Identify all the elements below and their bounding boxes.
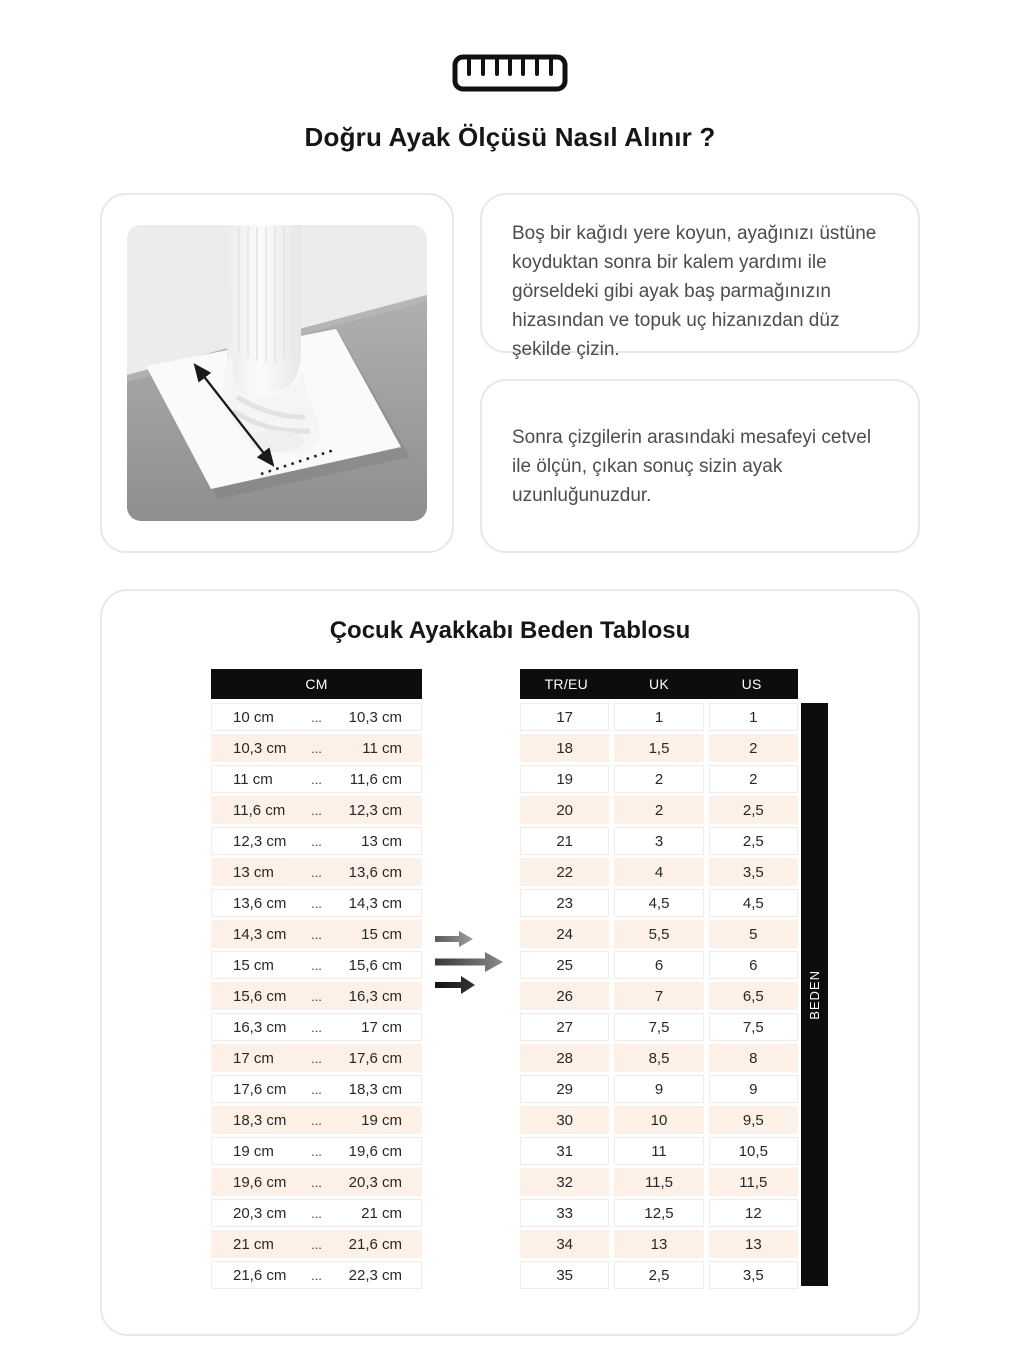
cm-to-value: 12,3 cm — [348, 801, 402, 819]
range-dots: ... — [311, 1112, 322, 1128]
uk-value: 8,5 — [614, 1044, 703, 1072]
cm-table-row — [211, 796, 422, 824]
cm-table-row — [211, 951, 422, 979]
tr-eu-value: 31 — [520, 1137, 609, 1165]
us-value: 2 — [709, 734, 798, 762]
size-table-row — [520, 1075, 798, 1103]
range-dots: ... — [311, 1143, 322, 1159]
tr-eu-value: 20 — [520, 796, 609, 824]
cm-table-row — [211, 889, 422, 917]
tr-eu-value: 32 — [520, 1168, 609, 1196]
range-dots: ... — [311, 740, 322, 756]
tr-eu-value: 24 — [520, 920, 609, 948]
cm-table-body — [211, 703, 422, 1289]
beden-side-bar — [801, 703, 828, 1286]
beden-label: BEDEN — [807, 969, 822, 1020]
us-value: 3,5 — [709, 858, 798, 886]
us-value: 6,5 — [709, 982, 798, 1010]
page-title: Doğru Ayak Ölçüsü Nasıl Alınır ? — [304, 122, 716, 152]
size-table-header — [520, 669, 798, 699]
tr-eu-value: 34 — [520, 1230, 609, 1258]
cm-to-value: 15,6 cm — [348, 956, 402, 974]
range-dots: ... — [311, 864, 322, 880]
cm-from-value: 15,6 cm — [233, 987, 287, 1005]
tr-eu-value: 29 — [520, 1075, 609, 1103]
header-us: US — [741, 676, 762, 692]
cm-table-row — [211, 1199, 422, 1227]
cm-table-row — [211, 1044, 422, 1072]
instruction-card-2 — [480, 379, 920, 553]
us-value: 11,5 — [709, 1168, 798, 1196]
cm-from-value: 13,6 cm — [233, 894, 287, 912]
cm-table — [211, 669, 422, 1292]
cm-table-row — [211, 1106, 422, 1134]
cm-to-value: 11,6 cm — [349, 770, 402, 788]
us-value: 12 — [709, 1199, 798, 1227]
tr-eu-value: 23 — [520, 889, 609, 917]
cm-table-row — [211, 1168, 422, 1196]
size-table-row — [520, 889, 798, 917]
cm-from-value: 19,6 cm — [233, 1173, 287, 1191]
tr-eu-value: 33 — [520, 1199, 609, 1227]
cm-to-value: 19,6 cm — [348, 1142, 402, 1160]
photo-card — [100, 193, 454, 553]
uk-value: 12,5 — [614, 1199, 703, 1227]
uk-value: 11,5 — [614, 1168, 703, 1196]
cm-to-value: 16,3 cm — [348, 987, 402, 1005]
uk-value: 2 — [614, 796, 703, 824]
cm-to-value: 10,3 cm — [348, 708, 402, 726]
range-dots: ... — [311, 1267, 322, 1283]
cm-table-header: CM — [211, 669, 422, 699]
tr-eu-value: 18 — [520, 734, 609, 762]
tr-eu-value: 35 — [520, 1261, 609, 1289]
range-dots: ... — [311, 926, 322, 942]
uk-value: 2 — [614, 765, 703, 793]
tr-eu-value: 25 — [520, 951, 609, 979]
range-dots: ... — [311, 1050, 322, 1066]
size-table-row — [520, 1106, 798, 1134]
instruction-step-1-text: Boş bir kağıdı yere koyun, ayağınızı üstüne koyduktan sonra bir kalem yardımı ile görseldeki gibi ayak baş parmağınızın hizasından ve topuk uç hizanızdan düz şekilde çizin. — [512, 223, 877, 360]
cm-to-value: 21 cm — [361, 1204, 402, 1222]
cm-from-value: 21,6 cm — [233, 1266, 287, 1284]
range-dots: ... — [311, 1205, 322, 1221]
arrow-top — [435, 931, 473, 947]
cm-from-value: 18,3 cm — [233, 1111, 287, 1129]
size-table-row — [520, 1261, 798, 1289]
cm-table-row — [211, 982, 422, 1010]
arrow-middle — [435, 952, 503, 972]
cm-to-value: 13,6 cm — [348, 863, 402, 881]
size-table-group — [520, 669, 828, 1292]
uk-value: 3 — [614, 827, 703, 855]
cm-to-value: 20,3 cm — [348, 1173, 402, 1191]
uk-value: 13 — [614, 1230, 703, 1258]
range-dots: ... — [311, 709, 322, 725]
cm-table-row — [211, 734, 422, 762]
range-dots: ... — [311, 802, 322, 818]
instruction-step-2-text: Sonra çizgilerin arasındaki mesafeyi cetvel ile ölçün, çıkan sonuç sizin ayak uzunluğunuzdur. — [512, 426, 872, 506]
tr-eu-value: 19 — [520, 765, 609, 793]
cm-from-value: 16,3 cm — [233, 1018, 287, 1036]
tr-eu-value: 30 — [520, 1106, 609, 1134]
cm-table-row — [211, 703, 422, 731]
arrow-zone — [422, 669, 520, 1292]
ruler-icon — [452, 54, 568, 92]
uk-value: 2,5 — [614, 1261, 703, 1289]
cm-to-value: 14,3 cm — [348, 894, 402, 912]
sock-leg — [227, 225, 301, 398]
us-value: 8 — [709, 1044, 798, 1072]
size-table-row — [520, 703, 798, 731]
uk-value: 4 — [614, 858, 703, 886]
cm-to-value: 15 cm — [361, 925, 402, 943]
cm-from-value: 10,3 cm — [233, 739, 287, 757]
instruction-card-1 — [480, 193, 920, 360]
us-value: 2,5 — [709, 796, 798, 824]
tr-eu-value: 28 — [520, 1044, 609, 1072]
uk-value: 10 — [614, 1106, 703, 1134]
size-table-row — [520, 827, 798, 855]
size-table-row — [520, 1168, 798, 1196]
size-table-row — [520, 734, 798, 762]
header-uk: UK — [648, 676, 670, 692]
us-value: 2,5 — [709, 827, 798, 855]
cm-table-row — [211, 1230, 422, 1258]
cm-to-value: 22,3 cm — [348, 1266, 402, 1284]
cm-table-row — [211, 858, 422, 886]
cm-table-row — [211, 765, 422, 793]
size-chart-card — [100, 589, 920, 1336]
tr-eu-value: 26 — [520, 982, 609, 1010]
us-value: 10,5 — [709, 1137, 798, 1165]
range-dots: ... — [311, 1081, 322, 1097]
size-table-row — [520, 796, 798, 824]
size-table — [520, 669, 798, 1292]
range-dots: ... — [311, 1236, 322, 1252]
us-value: 13 — [709, 1230, 798, 1258]
cm-table-row — [211, 1137, 422, 1165]
size-table-row — [520, 1199, 798, 1227]
size-table-row — [520, 858, 798, 886]
us-value: 5 — [709, 920, 798, 948]
size-table-row — [520, 982, 798, 1010]
sock-toe — [250, 430, 304, 452]
size-chart-tables — [102, 669, 918, 1292]
tr-eu-value: 17 — [520, 703, 609, 731]
uk-value: 11 — [614, 1137, 703, 1165]
us-value: 3,5 — [709, 1261, 798, 1289]
cm-to-value: 19 cm — [361, 1111, 402, 1129]
uk-value: 1 — [614, 703, 703, 731]
size-table-row — [520, 1137, 798, 1165]
tr-eu-value: 27 — [520, 1013, 609, 1041]
cm-table-row — [211, 1261, 422, 1289]
uk-value: 5,5 — [614, 920, 703, 948]
tr-eu-value: 21 — [520, 827, 609, 855]
cm-table-row — [211, 1013, 422, 1041]
range-dots: ... — [311, 1019, 322, 1035]
us-value: 9,5 — [709, 1106, 798, 1134]
instructions-section — [100, 193, 920, 553]
cm-to-value: 11 cm — [362, 739, 402, 757]
cm-to-value: 21,6 cm — [348, 1235, 402, 1253]
uk-value: 6 — [614, 951, 703, 979]
cm-from-value: 15 cm — [233, 956, 274, 974]
cm-table-row — [211, 920, 422, 948]
size-chart-title: Çocuk Ayakkabı Beden Tablosu — [329, 617, 691, 644]
cm-to-value: 13 cm — [361, 832, 402, 850]
uk-value: 7 — [614, 982, 703, 1010]
size-guide-page — [100, 0, 920, 1336]
header-icon-row — [100, 0, 920, 92]
arrow-bottom — [435, 976, 475, 994]
size-table-row — [520, 765, 798, 793]
cm-table-row — [211, 1075, 422, 1103]
cm-from-value: 17,6 cm — [233, 1080, 287, 1098]
range-dots: ... — [311, 895, 322, 911]
us-value: 7,5 — [709, 1013, 798, 1041]
header-tr-eu: TR/EU — [544, 676, 589, 692]
cm-from-value: 13 cm — [233, 863, 274, 881]
cm-to-value: 17 cm — [361, 1018, 402, 1036]
size-table-row — [520, 1044, 798, 1072]
size-table-row — [520, 1230, 798, 1258]
instruction-cards — [480, 193, 920, 553]
range-dots: ... — [311, 771, 322, 787]
size-table-row — [520, 920, 798, 948]
tr-eu-value: 22 — [520, 858, 609, 886]
cm-table-row — [211, 827, 422, 855]
uk-value: 9 — [614, 1075, 703, 1103]
foot-measurement-photo — [127, 225, 427, 521]
uk-value: 7,5 — [614, 1013, 703, 1041]
foot-on-paper-illustration — [127, 225, 427, 521]
cm-from-value: 10 cm — [233, 708, 274, 726]
range-dots: ... — [311, 988, 322, 1004]
uk-value: 4,5 — [614, 889, 703, 917]
cm-from-value: 21 cm — [233, 1235, 274, 1253]
cm-from-value: 20,3 cm — [233, 1204, 287, 1222]
transfer-arrows-icon — [435, 928, 507, 994]
us-value: 4,5 — [709, 889, 798, 917]
range-dots: ... — [311, 833, 322, 849]
cm-from-value: 11,6 cm — [233, 801, 286, 819]
range-dots: ... — [311, 1174, 322, 1190]
cm-to-value: 17,6 cm — [348, 1049, 402, 1067]
size-table-row — [520, 951, 798, 979]
us-value: 6 — [709, 951, 798, 979]
cm-from-value: 19 cm — [233, 1142, 274, 1160]
cm-from-value: 11 cm — [233, 770, 273, 788]
size-table-body — [520, 703, 798, 1289]
range-dots: ... — [311, 957, 322, 973]
cm-from-value: 14,3 cm — [233, 925, 287, 943]
us-value: 1 — [709, 703, 798, 731]
cm-to-value: 18,3 cm — [348, 1080, 402, 1098]
us-value: 2 — [709, 765, 798, 793]
us-value: 9 — [709, 1075, 798, 1103]
uk-value: 1,5 — [614, 734, 703, 762]
cm-from-value: 17 cm — [233, 1049, 274, 1067]
cm-from-value: 12,3 cm — [233, 832, 287, 850]
size-table-row — [520, 1013, 798, 1041]
